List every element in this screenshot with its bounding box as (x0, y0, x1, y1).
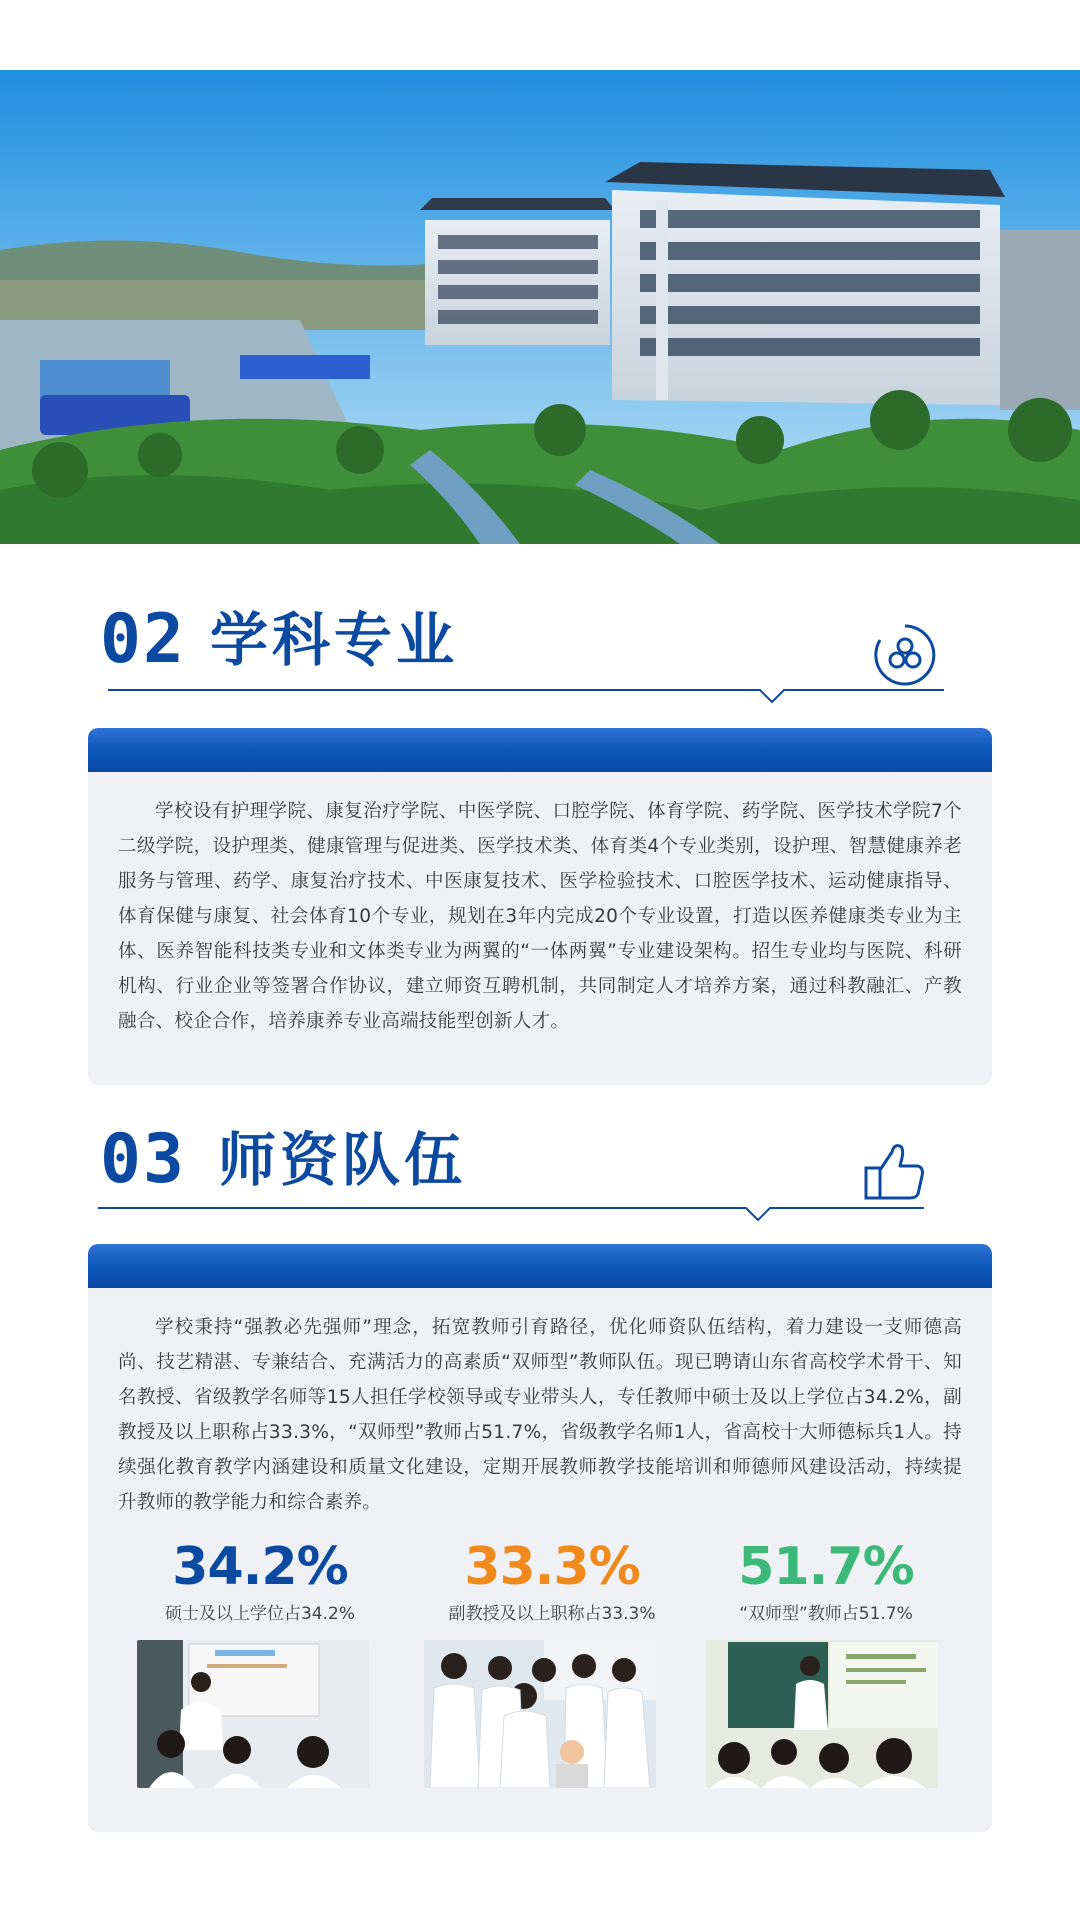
stat-value: 33.3% (464, 1537, 640, 1597)
heading-divider (98, 1202, 938, 1222)
section-title: 师资队伍 (218, 1126, 467, 1194)
faculty-description: 学校秉持“强教必先强师”理念，拓宽教师引育路径，优化师资队伍结构，着力建设一支师德高尚、技艺精湛、专兼结合、充满活力的高素质“双师型”教师队伍。现已聘请山东省高校学术骨干、知名教授、省级教学名师等15人担任学校领导或专业带头人，专任教师中硕士及以上学位占34.2%，副教授及以上职称占33.3%，“双师型”教师占51.7%，省级教学名师1人，省高校十大师德标兵1人。持续强化教育教学内涵建设和质量文化建设，定期开展教师教学技能培训和师德师风建设活动，持续提升教师的教学能力和综合素养。 (118, 1317, 962, 1513)
stat-associate-professor (412, 1535, 692, 1627)
stat-label: 副教授及以上职称占33.3% (448, 1604, 656, 1624)
section-heading-subjects (100, 600, 960, 710)
subjects-description: 学校设有护理学院、康复治疗学院、中医学院、口腔学院、体育学院、药学院、医学技术学院7个二级学院，设护理类、健康管理与促进类、医学技术类、体育类4个专业类别，设护理、智慧健康养老服务与管理、药学、康复治疗技术、中医康复技术、医学检验技术、口腔医学技术、运动健康指导、体育保健与康复、社会体育10个专业，规划在3年内完成20个专业设置，打造以医养健康类专业为主体、医养智能科技类专业和文体类专业为两翼的“一体两翼”专业建设架构。招生专业均与医院、科研机构、行业企业等签署合作协议，建立师资互聘机制，共同制定人才培养方案，通过科教融汇、产教融合、校企合作，培养康养专业高端技能型创新人才。 (118, 801, 962, 1032)
section-number: 02 (100, 600, 186, 679)
subjects-panel (88, 728, 992, 1085)
heading-divider (108, 684, 948, 704)
teachers-group-photo (424, 1640, 656, 1788)
molecule-circle-icon (872, 622, 938, 688)
stat-label: “双师型”教师占51.7% (739, 1604, 913, 1624)
thumbs-up-icon (862, 1138, 928, 1204)
lecture-photo (706, 1640, 938, 1788)
stat-value: 34.2% (172, 1537, 348, 1597)
classroom-teaching-photo (137, 1640, 369, 1788)
hero-campus-photo (0, 70, 1080, 544)
stat-value: 51.7% (738, 1537, 914, 1597)
panel-header-bar (88, 728, 992, 772)
faculty-stats (120, 1535, 960, 1625)
stat-double-qualified (686, 1535, 966, 1627)
stat-masters-degree (120, 1535, 400, 1627)
faculty-photos (0, 1640, 1080, 1790)
section-title: 学科专业 (210, 606, 459, 674)
section-number: 03 (100, 1120, 186, 1199)
section-heading-faculty (100, 1120, 960, 1230)
stat-label: 硕士及以上学位占34.2% (164, 1604, 355, 1624)
panel-header-bar (88, 1244, 992, 1288)
